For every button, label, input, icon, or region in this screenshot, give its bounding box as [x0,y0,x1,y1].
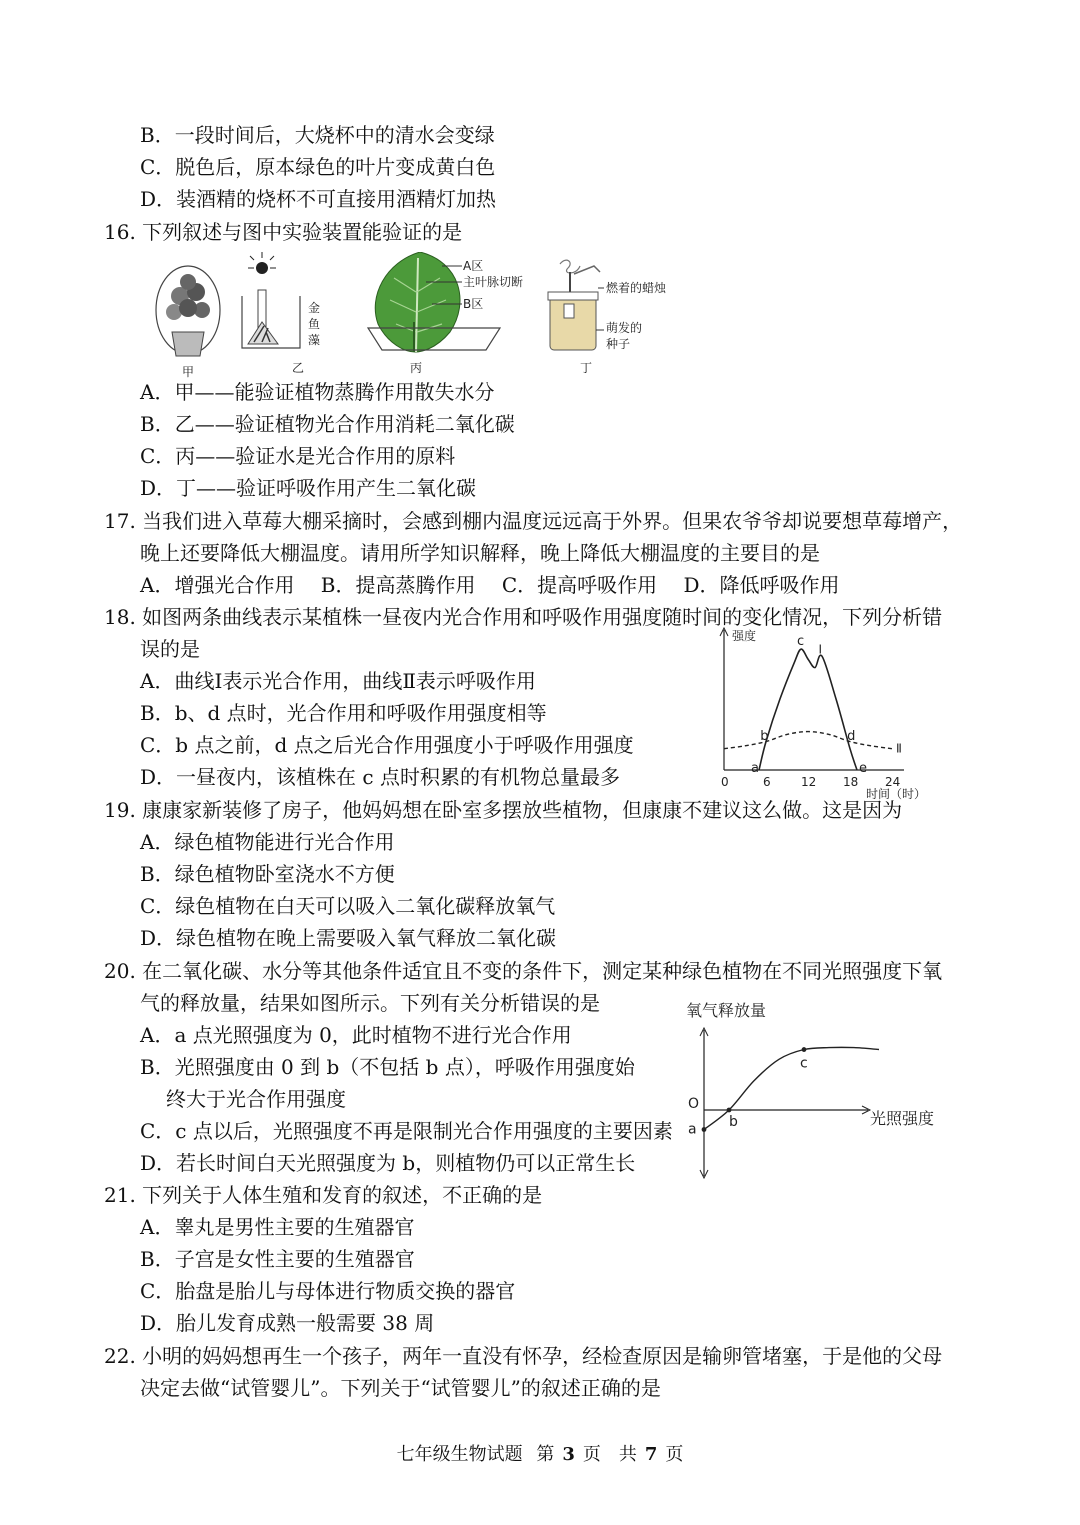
q18-option-b: B．b、d 点时，光合作用和呼吸作用强度相等 [140,701,547,725]
x-tick-label: 0 [721,775,729,789]
jar-seeds-candle-illustration [548,260,667,375]
label-burning-candle: 燃着的蜡烛 [606,281,667,295]
label-a-zone: A区 [463,259,484,273]
q16-option-c: C．丙——验证水是光合作用的原料 [140,444,456,468]
x-tick-label: 24 [885,775,901,789]
label-yi: 乙 [292,361,305,375]
q20-option-a: A．a 点光照强度为 0，此时植物不进行光合作用 [140,1023,572,1047]
point-label-a: a [751,761,759,776]
q15-option-c: C．脱色后，原本绿色的叶片变成黄白色 [140,155,496,179]
label-ding: 丁 [580,361,593,375]
q20-option-d: D．若长时间白天光照强度为 b，则植物仍可以正常生长 [140,1151,636,1175]
q20-stem-line2: 气的释放量，结果如图所示。下列有关分析错误的是 [140,991,600,1015]
series-I-line [759,649,857,770]
series-II-label: Ⅱ [896,741,902,756]
footer-title: 七年级生物试题 [396,1444,523,1465]
q18-stem-line1: 18. 如图两条曲线表示某植株一昼夜内光合作用和呼吸作用强度随时间的变化情况，下列分析错 [104,605,943,629]
q19-stem: 19. 康康家新装修了房子，他妈妈想在卧室多摆放些植物，但康康不建议这么做。这是因为 [104,798,903,822]
point-label-c: c [800,1055,808,1072]
q15-option-b: B．一段时间后，大烧杯中的清水会变绿 [140,123,495,147]
q18-stem-line2: 误的是 [140,637,200,661]
label-germinating-2: 种子 [606,337,631,351]
point-label-d: d [847,729,856,745]
plant-in-bag-illustration [156,266,220,379]
point-label-b: b [760,729,769,745]
q21-option-b: B．子宫是女性主要的生殖器官 [140,1247,415,1271]
x-axis-label: 光照强度 [870,1109,935,1128]
x-tick-label: 6 [763,775,771,789]
q22-stem-line2: 决定去做“试管婴儿”。下列关于“试管婴儿”的叙述正确的是 [140,1376,661,1400]
q16-option-d: D．丁——验证呼吸作用产生二氧化碳 [140,476,477,500]
label-germinating-1: 萌发的 [606,321,643,335]
q20-option-b-line1: B．光照强度由 0 到 b（不包括 b 点），呼吸作用强度始 [140,1055,635,1079]
origin-label: O [688,1096,700,1112]
point-label-e: e [859,761,867,776]
beaker-aquatic-plant-illustration [242,252,320,375]
q20-chart [680,996,952,1182]
footer-total-pages: 7 [644,1444,658,1465]
x-axis-label: 时间（时） [866,787,927,801]
q21-option-c: C．胎盘是胎儿与母体进行物质交换的器官 [140,1279,516,1303]
label-jinyuzao-3: 藻 [308,333,321,347]
q15-option-d: D．装酒精的烧杯不可直接用酒精灯加热 [140,187,497,211]
q20-stem-line1: 20. 在二氧化碳、水分等其他条件适宜且不变的条件下，测定某种绿色植物在不同光照强度下氧 [104,959,943,983]
q20-option-b-line2: 终大于光合作用强度 [166,1087,346,1111]
point-label-c: c [797,634,805,650]
label-jinyuzao-1: 金 [308,301,321,315]
q19-option-d: D．绿色植物在晚上需要吸入氧气释放二氧化碳 [140,926,557,950]
q18-option-d: D．一昼夜内，该植株在 c 点时积累的有机物总量最多 [140,765,620,789]
footer-page-suffix: 页 [665,1444,684,1465]
label-b-zone: B区 [463,297,484,311]
point-marker-b [727,1108,732,1113]
q18-chart [708,624,960,804]
y-axis-label: 强度 [732,629,757,643]
label-jia: 甲 [182,365,195,379]
footer-page-number: 3 [562,1444,575,1465]
point-marker-a [702,1127,707,1132]
q16-stem: 16. 下列叙述与图中实验装置能验证的是 [104,220,463,244]
q18-option-c: C．b 点之前，d 点之后光合作用强度小于呼吸作用强度 [140,733,634,757]
x-tick-label: 18 [843,775,859,789]
x-tick-label: 12 [801,775,817,789]
series-II-line [724,732,892,749]
q17-stem-line1: 17. 当我们进入草莓大棚采摘时，会感到棚内温度远远高于外界。但果农爷爷却说要想草莓增产， [104,509,963,533]
q19-option-c: C．绿色植物在白天可以吸入二氧化碳释放氧气 [140,894,556,918]
q22-stem-line1: 22. 小明的妈妈想再生一个孩子，两年一直没有怀孕，经检查原因是输卵管堵塞，于是他的父母 [104,1344,943,1368]
q16-option-a: A．甲——能验证植物蒸腾作用散失水分 [140,380,495,404]
point-label-b: b [729,1114,738,1130]
point-marker-c [802,1047,807,1052]
page-footer [0,1440,1080,1466]
footer-page-prefix: 第 [536,1444,555,1465]
q16-option-b: B．乙——验证植物光合作用消耗二氧化碳 [140,412,515,436]
q21-option-a: A．睾丸是男性主要的生殖器官 [140,1215,415,1239]
label-jinyuzao-2: 鱼 [308,317,321,331]
q17-stem-line2: 晚上还要降低大棚温度。请用所学知识解释，晚上降低大棚温度的主要目的是 [140,541,820,565]
y-axis-label: 氧气释放量 [686,1001,767,1020]
q18-option-a: A．曲线Ⅰ表示光合作用，曲线Ⅱ表示呼吸作用 [140,669,536,693]
leaf-illustration [368,252,523,375]
q21-option-d: D．胎儿发育成熟一般需要 38 周 [140,1311,435,1335]
q17-options: A．增强光合作用 B．提高蒸腾作用 C．提高呼吸作用 D．降低呼吸作用 [140,573,840,597]
footer-page-mid: 页 共 [582,1444,637,1465]
label-bing: 丙 [410,361,423,375]
q16-figure [150,252,690,380]
label-main-vein-cut: 主叶脉切断 [463,275,524,289]
series-I-label: Ⅰ [818,642,823,657]
q19-option-a: A．绿色植物能进行光合作用 [140,830,395,854]
q19-option-b: B．绿色植物卧室浇水不方便 [140,862,395,886]
q21-stem: 21. 下列关于人体生殖和发育的叙述，不正确的是 [104,1183,543,1207]
point-label-a: a [688,1121,697,1138]
q20-option-c: C．c 点以后，光照强度不再是限制光合作用强度的主要因素 [140,1119,673,1143]
